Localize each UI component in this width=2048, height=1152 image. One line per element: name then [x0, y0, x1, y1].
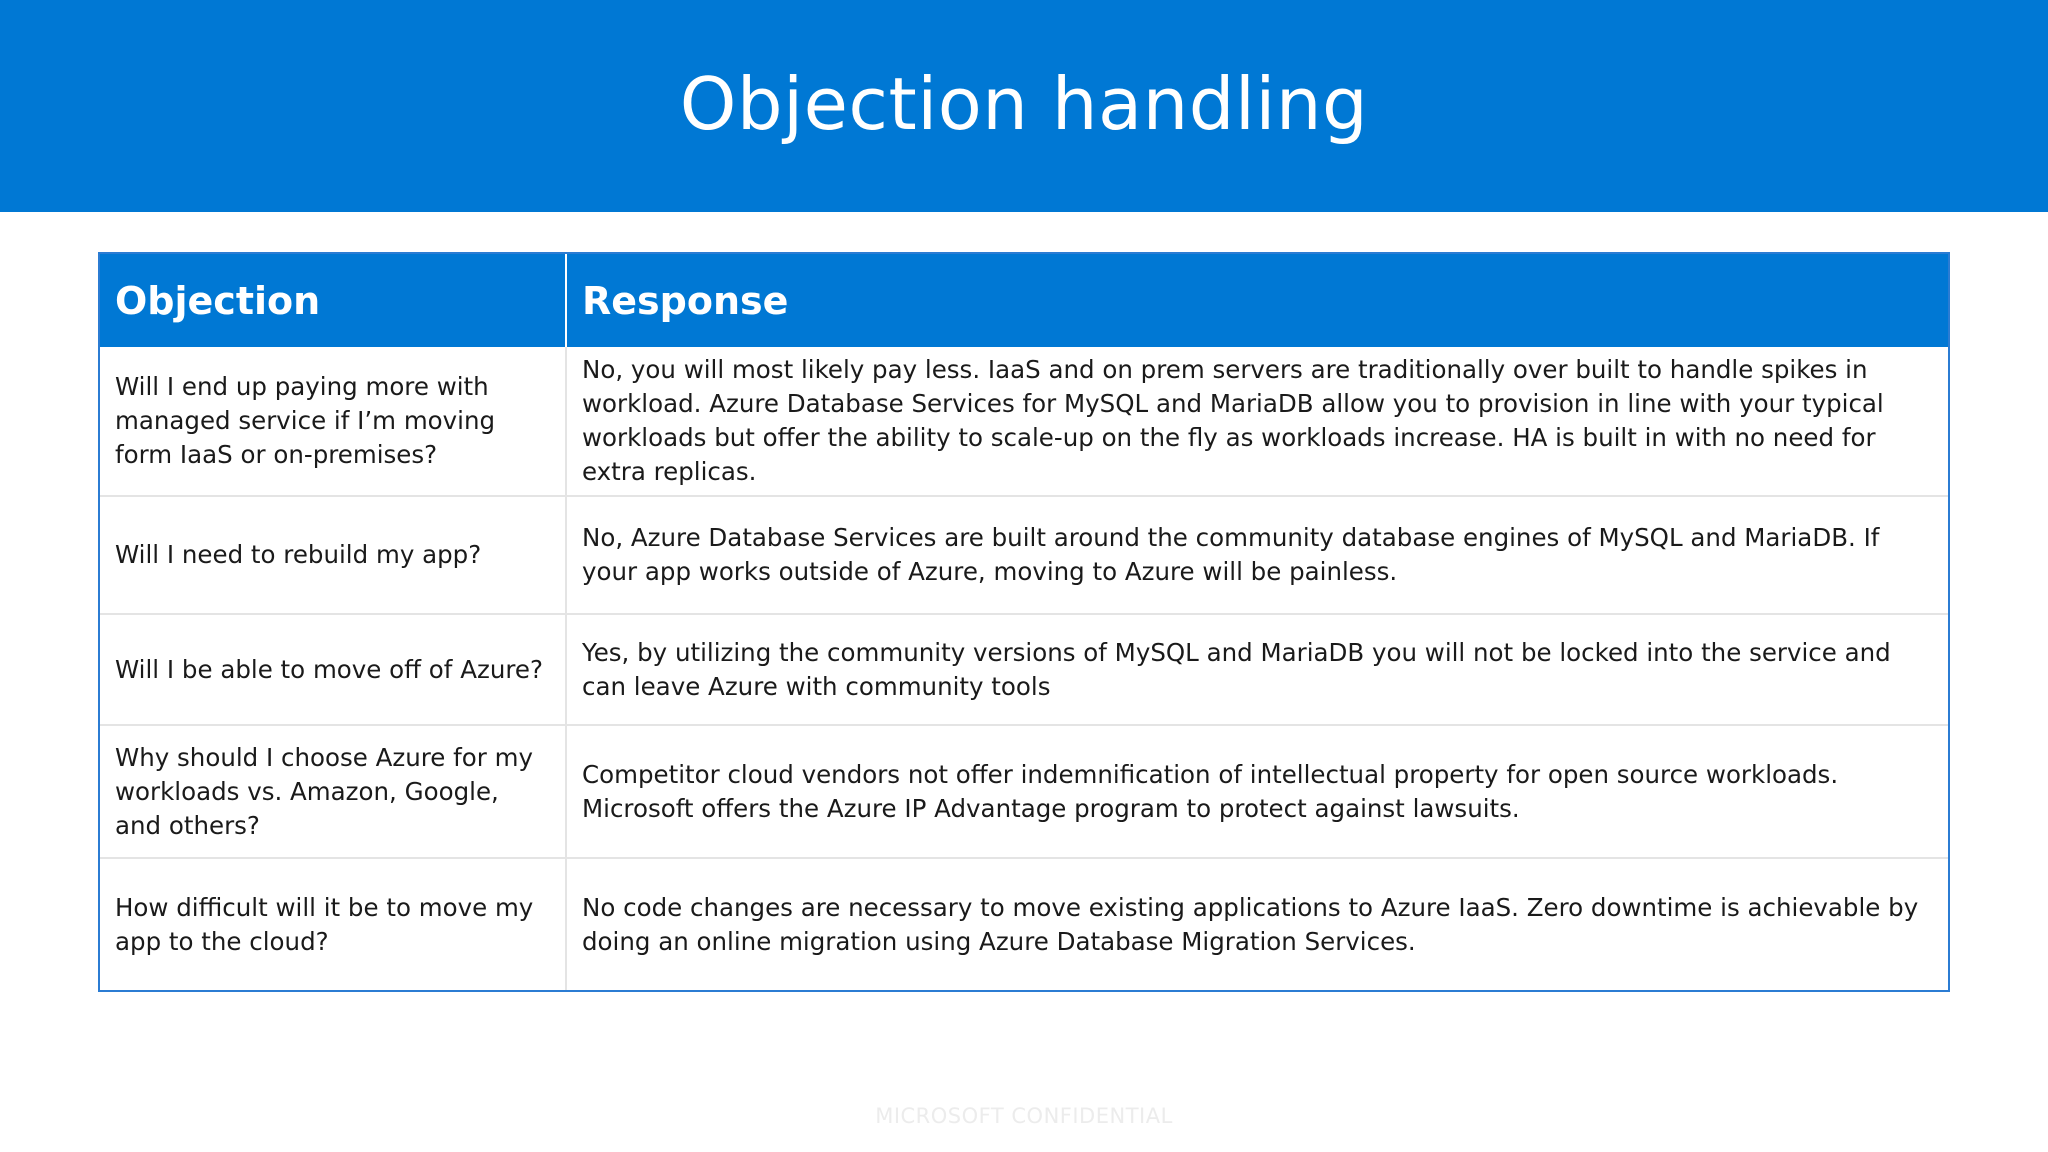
response-cell: No, you will most likely pay less. IaaS and on prem servers are traditionally over built to handle spikes in workload. Azure Database Services for MySQL and MariaDB allow you to provision in line with your typical workloads but offer the ability to scale-up on the fly as workloads increase. HA is built in with no need for extra replicas.	[566, 347, 1948, 496]
slide-title: Objection handling	[679, 62, 1369, 146]
table-header-row	[100, 254, 1948, 347]
table-row	[100, 347, 1948, 496]
objection-cell: Why should I choose Azure for my workloads vs. Amazon, Google, and others?	[100, 725, 566, 858]
header-response: Response	[566, 254, 1948, 347]
table-row	[100, 858, 1948, 990]
response-cell: Yes, by utilizing the community versions of MySQL and MariaDB you will not be locked into the service and can leave Azure with community tools	[566, 614, 1948, 725]
response-cell: No, Azure Database Services are built around the community database engines of MySQL and MariaDB. If your app works outside of Azure, moving to Azure will be painless.	[566, 496, 1948, 614]
confidential-footer: MICROSOFT CONFIDENTIAL	[875, 1104, 1173, 1128]
objection-cell: Will I need to rebuild my app?	[100, 496, 566, 614]
response-cell: Competitor cloud vendors not offer indemnification of intellectual property for open source workloads. Microsoft offers the Azure IP Advantage program to protect against lawsuits.	[566, 725, 1948, 858]
objection-table-container	[98, 252, 1950, 992]
table-row	[100, 725, 1948, 858]
header-objection: Objection	[100, 254, 566, 347]
table-row	[100, 496, 1948, 614]
response-cell: No code changes are necessary to move existing applications to Azure IaaS. Zero downtime is achievable by doing an online migration using Azure Database Migration Services.	[566, 858, 1948, 990]
objection-cell: Will I be able to move off of Azure?	[100, 614, 566, 725]
table-row	[100, 614, 1948, 725]
objection-table	[100, 254, 1948, 990]
objection-cell: Will I end up paying more with managed service if I’m moving form IaaS or on-premises?	[115, 372, 496, 469]
objection-cell: How difficult will it be to move my app to the cloud?	[100, 858, 566, 990]
